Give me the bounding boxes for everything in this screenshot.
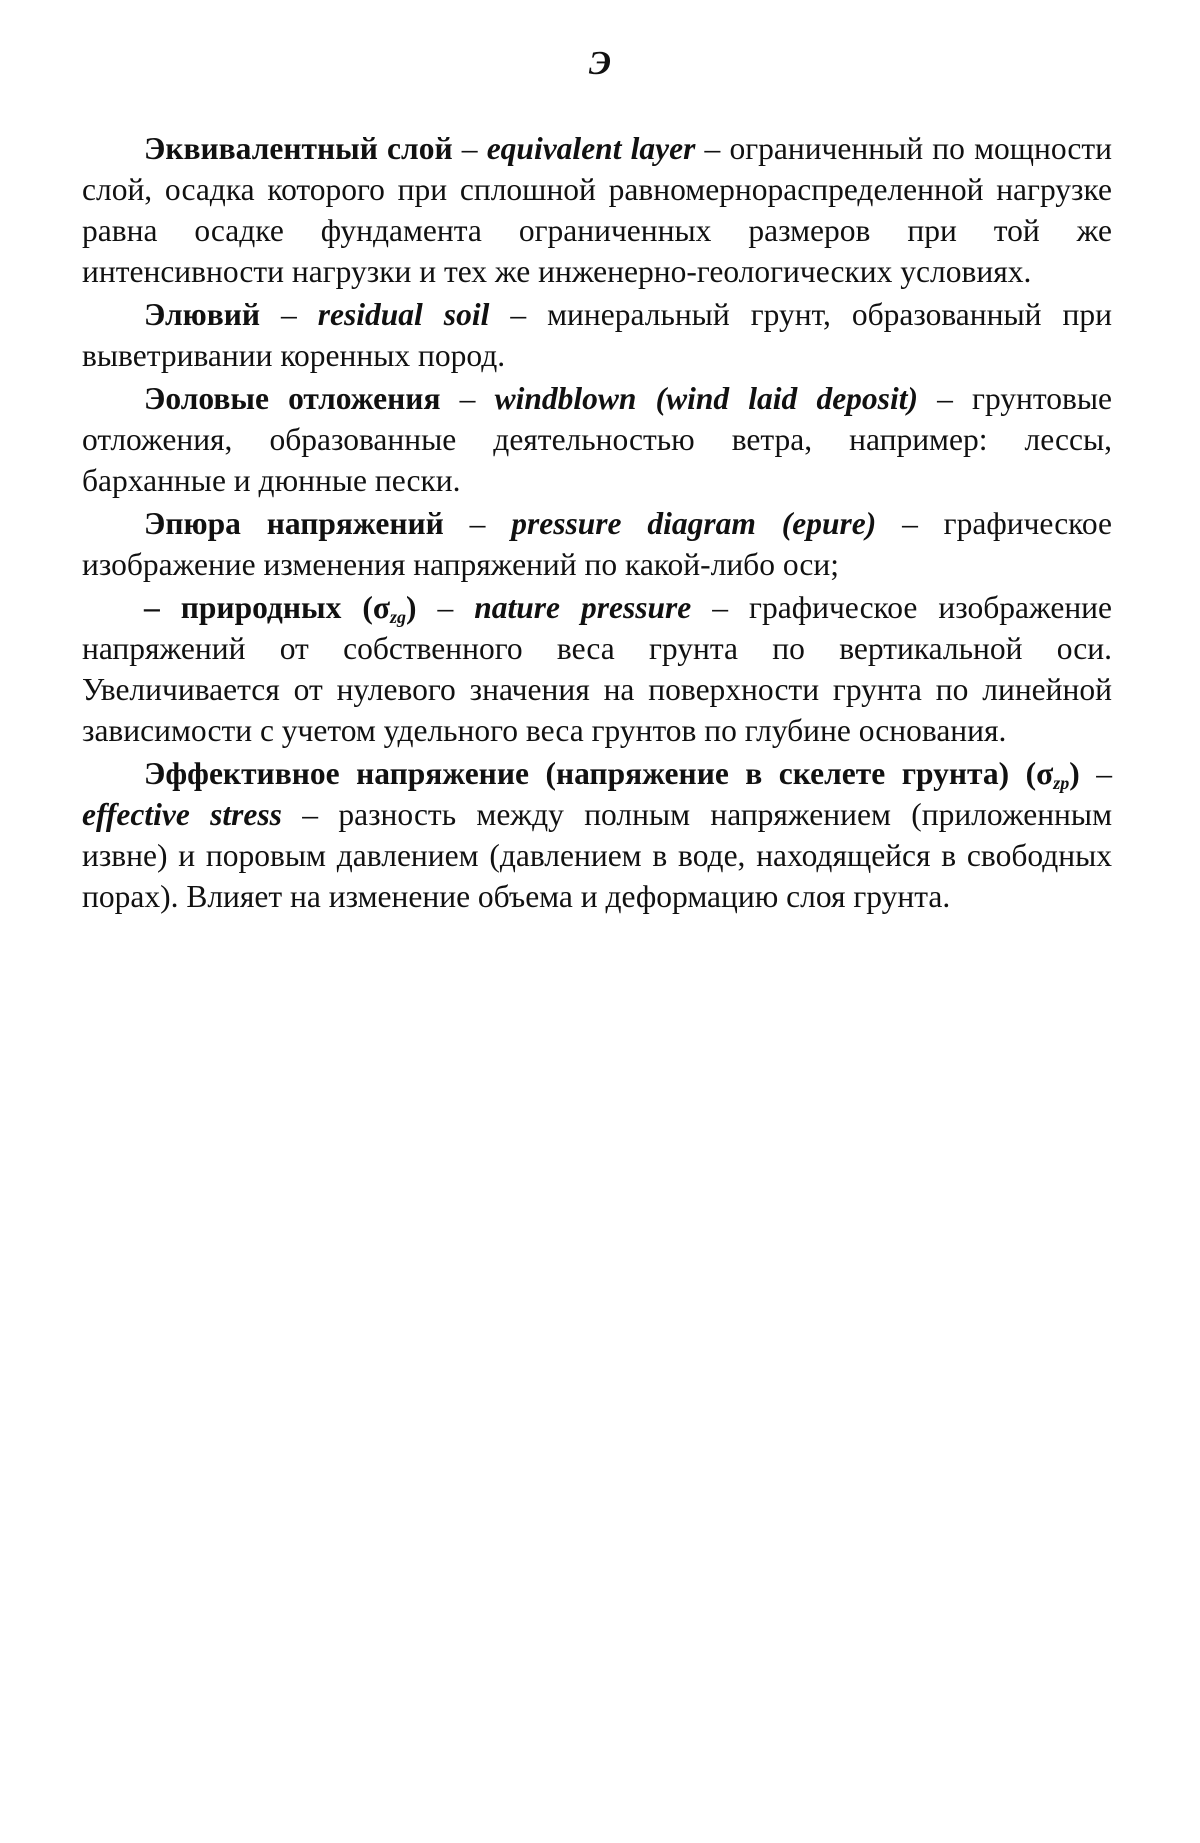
entry-english-term: windblown (wind laid deposit) [494, 381, 918, 416]
entry-term: Элювий [144, 297, 261, 332]
entry-separator: – [443, 506, 512, 541]
entry-english-term: residual soil [317, 297, 490, 332]
glossary-text [82, 128, 1112, 919]
entry-separator: – [1079, 756, 1113, 791]
entry-english-term: pressure diagram (epure) [511, 506, 877, 541]
glossary-entry-windblown [82, 378, 1112, 501]
entry-separator: – [876, 506, 944, 541]
symbol-base: (σ [1009, 756, 1054, 791]
entry-definition: разность между полным напряжением (приложенным извне) и поровым давлением (давлением в воде, находящейся в свободных порах). Влияет на изменение объема и деформацию слоя грунта. [82, 797, 1113, 914]
entry-term: Эпюра напряжений [144, 506, 444, 541]
entry-separator: – [440, 381, 495, 416]
entry-symbol [341, 590, 416, 625]
entry-separator: – [695, 131, 730, 166]
entry-term: природных [180, 590, 342, 625]
glossary-subentry-nature-pressure [82, 587, 1112, 751]
entry-english-term: effective stress [82, 797, 282, 832]
page-marker: Э [588, 45, 612, 82]
entry-separator: – [281, 797, 339, 832]
symbol-base: (σ [341, 590, 390, 625]
entry-separator: – [452, 131, 487, 166]
entry-separator: – [489, 297, 548, 332]
entry-term: Эоловые отложения [144, 381, 441, 416]
entry-definition: ограниченный по мощности слой, осадка которого при сплошной равномернораспределенной нагрузке равна осадке фундамента ограниченных размеров при той же интенсивности нагрузки и тех же инженерно-геологических условиях. [82, 131, 1112, 289]
entry-separator: – [260, 297, 318, 332]
symbol-subscript: zg [389, 607, 406, 627]
entry-separator: – [917, 381, 973, 416]
entry-definition: графическое изображение изменения напряжений по какой-либо оси; [82, 506, 1112, 582]
entry-definition: минеральный грунт, образованный при выветривании коренных пород. [82, 297, 1112, 373]
glossary-entry-residual-soil [82, 294, 1112, 376]
symbol-close: ) [1069, 756, 1080, 791]
entry-term: Эффективное напряжение (напряжение в скелете грунта) [144, 756, 1010, 791]
symbol-subscript: zp [1053, 773, 1070, 793]
entry-term: Эквивалентный слой [144, 131, 453, 166]
entry-definition: графическое изображение напряжений от собственного веса грунта по вертикальной оси. Увеличивается от нулевого значения на поверхности грунта по линейной зависимости с учетом удельного веса грунтов по глубине основания. [82, 590, 1113, 748]
entry-definition: грунтовые отложения, образованные деятельностью ветра, например: лессы, барханные и дюнные пески. [82, 381, 1113, 498]
glossary-entry-equivalent-layer [82, 128, 1112, 292]
entry-english-term: nature pressure [474, 590, 692, 625]
entry-separator: – [416, 590, 475, 625]
entry-symbol [1009, 756, 1080, 791]
glossary-entry-effective-stress [82, 753, 1112, 917]
entry-separator: – [691, 590, 750, 625]
glossary-entry-pressure-diagram [82, 503, 1112, 585]
symbol-close: ) [406, 590, 417, 625]
entry-dash: – [144, 590, 181, 625]
entry-english-term: equivalent layer [486, 131, 696, 166]
